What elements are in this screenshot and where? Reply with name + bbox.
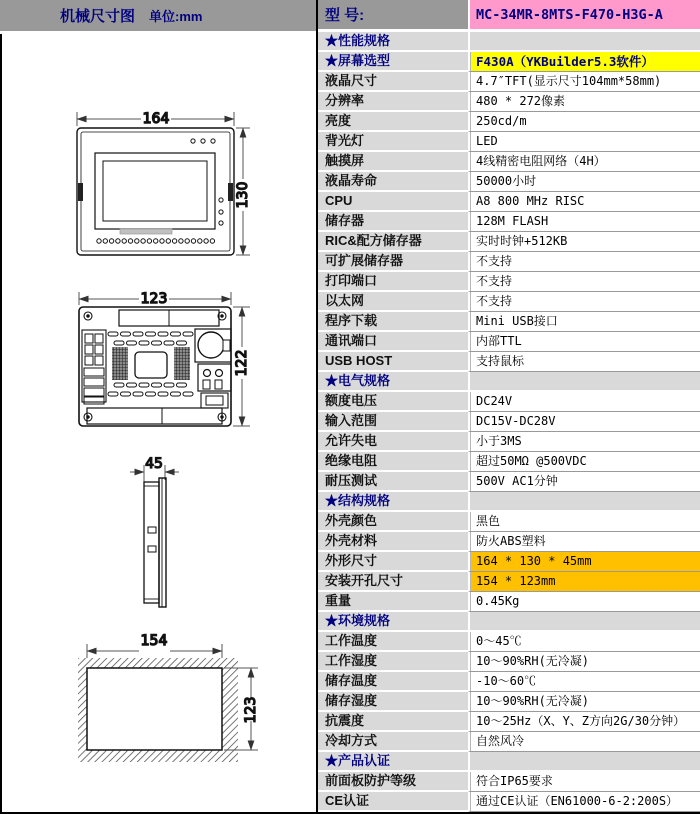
spec-value: DC15V-DC28V	[468, 412, 700, 432]
spec-value: 不支持	[468, 252, 700, 272]
spec-value: 不支持	[468, 272, 700, 292]
spec-value: Mini USB接口	[468, 312, 700, 332]
drawing-pane-title: 机械尺寸图	[60, 8, 136, 25]
spec-row	[318, 172, 700, 192]
spec-value	[468, 372, 700, 392]
spec-value: 支持鼠标	[468, 352, 700, 372]
cutout-height-dim: 123	[243, 696, 259, 724]
spec-label: 背光灯	[318, 132, 468, 152]
spec-value: 10～25Hz（X、Y、Z方向2G/30分钟）	[468, 712, 700, 732]
spec-label: 抗震度	[318, 712, 468, 732]
spec-label: 通讯端口	[318, 332, 468, 352]
spec-label: 分辨率	[318, 92, 468, 112]
spec-label: 可扩展储存器	[318, 252, 468, 272]
spec-row	[318, 612, 700, 632]
spec-value: 250cd/m	[468, 112, 700, 132]
spec-label: 工作温度	[318, 632, 468, 652]
spec-row	[318, 132, 700, 152]
spec-value: 通过CE认证（EN61000-6-2:200S）	[468, 792, 700, 812]
spec-row	[318, 412, 700, 432]
spec-label: 亮度	[318, 112, 468, 132]
spec-row	[318, 592, 700, 612]
spec-value: 10～90%RH(无冷凝)	[468, 652, 700, 672]
spec-label: 液晶寿命	[318, 172, 468, 192]
cutout-width-dim: 154	[140, 633, 168, 649]
spec-label: 以太网	[318, 292, 468, 312]
drawing-pane-header	[0, 0, 316, 34]
spec-value: 4.7″TFT(显示尺寸104mm*58mm)	[468, 72, 700, 92]
spec-row	[318, 332, 700, 352]
spec-label: 输入范围	[318, 412, 468, 432]
spec-value: 0.45Kg	[468, 592, 700, 612]
spec-row	[318, 772, 700, 792]
spec-value: LED	[468, 132, 700, 152]
spec-value: F430A（YKBuilder5.3软件）	[468, 52, 700, 72]
spec-value: DC24V	[468, 392, 700, 412]
spec-row	[318, 252, 700, 272]
spec-value: 10～90%RH(无冷凝)	[468, 692, 700, 712]
spec-label: ★环境规格	[318, 612, 468, 632]
spec-row	[318, 92, 700, 112]
spec-row	[318, 712, 700, 732]
spec-label: 液晶尺寸	[318, 72, 468, 92]
spec-label: CPU	[318, 192, 468, 212]
spec-value: 黑色	[468, 512, 700, 532]
spec-label: ★产品认证	[318, 752, 468, 772]
spec-label: 触摸屏	[318, 152, 468, 172]
spec-value: A8 800 MHz RISC	[468, 192, 700, 212]
front-view-drawing	[77, 111, 251, 255]
mechanical-drawing-pane	[0, 0, 318, 812]
spec-row	[318, 212, 700, 232]
rear-view-drawing	[79, 291, 250, 426]
spec-row	[318, 472, 700, 492]
spec-row	[318, 372, 700, 392]
spec-table	[318, 32, 700, 812]
spec-row	[318, 652, 700, 672]
spec-row	[318, 272, 700, 292]
spec-row	[318, 392, 700, 412]
spec-label: 外壳材料	[318, 532, 468, 552]
spec-label: ★屏幕选型	[318, 52, 468, 72]
spec-label: 工作湿度	[318, 652, 468, 672]
spec-row	[318, 692, 700, 712]
spec-value: 内部TTL	[468, 332, 700, 352]
spec-label: 外形尺寸	[318, 552, 468, 572]
spec-row	[318, 552, 700, 572]
spec-row	[318, 192, 700, 212]
spec-label: 程序下载	[318, 312, 468, 332]
spec-value: 防火ABS塑料	[468, 532, 700, 552]
front-width-dim: 164	[142, 111, 170, 127]
spec-label: 冷却方式	[318, 732, 468, 752]
side-depth-dim: 45	[145, 456, 163, 472]
rear-width-dim: 123	[140, 291, 168, 307]
spec-value: 实时时钟+512KB	[468, 232, 700, 252]
spec-row	[318, 452, 700, 472]
spec-row	[318, 232, 700, 252]
drawing-area	[0, 34, 316, 812]
spec-label: 储存温度	[318, 672, 468, 692]
spec-row	[318, 292, 700, 312]
rear-height-dim: 122	[234, 349, 250, 377]
side-view-drawing	[130, 456, 179, 607]
model-number-value: MC-34MR-8MTS-F470-H3G-A	[468, 0, 700, 29]
spec-label: 重量	[318, 592, 468, 612]
spec-label: 安装开孔尺寸	[318, 572, 468, 592]
spec-row	[318, 112, 700, 132]
spec-row	[318, 312, 700, 332]
spec-value: -10～60℃	[468, 672, 700, 692]
spec-value	[468, 752, 700, 772]
spec-value: 小于3MS	[468, 432, 700, 452]
dimension-drawings-svg	[2, 34, 318, 811]
spec-label: 耐压测试	[318, 472, 468, 492]
spec-label: 储存湿度	[318, 692, 468, 712]
spec-row	[318, 752, 700, 772]
spec-label: 外壳颜色	[318, 512, 468, 532]
spec-value: 128M FLASH	[468, 212, 700, 232]
spec-row	[318, 432, 700, 452]
spec-label: CE认证	[318, 792, 468, 812]
model-number-label: 型 号:	[318, 0, 468, 29]
spec-value: 4线精密电阻网络（4H）	[468, 152, 700, 172]
spec-row	[318, 512, 700, 532]
spec-label: 打印端口	[318, 272, 468, 292]
drawing-unit-label: 单位:mm	[149, 9, 203, 24]
spec-value: 0～45℃	[468, 632, 700, 652]
spec-value	[468, 492, 700, 512]
spec-label: 绝缘电阻	[318, 452, 468, 472]
spec-table-pane	[318, 0, 700, 812]
spec-row	[318, 532, 700, 552]
spec-value: 500V AC1分钟	[468, 472, 700, 492]
spec-label: 前面板防护等级	[318, 772, 468, 792]
spec-label: RIC&配方储存器	[318, 232, 468, 252]
spec-label: 额度电压	[318, 392, 468, 412]
spec-row	[318, 492, 700, 512]
spec-row	[318, 152, 700, 172]
spec-value: 自然风冷	[468, 732, 700, 752]
spec-value: 超过50MΩ @500VDC	[468, 452, 700, 472]
spec-label: ★电气规格	[318, 372, 468, 392]
model-row	[318, 0, 700, 32]
spec-value: 480 * 272像素	[468, 92, 700, 112]
spec-value: 164 * 130 * 45mm	[468, 552, 700, 572]
front-height-dim: 130	[235, 181, 251, 209]
spec-value: 不支持	[468, 292, 700, 312]
spec-row	[318, 632, 700, 652]
spec-row	[318, 732, 700, 752]
spec-label: ★结构规格	[318, 492, 468, 512]
spec-label: ★性能规格	[318, 32, 468, 52]
spec-row	[318, 572, 700, 592]
spec-row	[318, 352, 700, 372]
spec-row	[318, 72, 700, 92]
spec-row	[318, 52, 700, 72]
spec-value: 符合IP65要求	[468, 772, 700, 792]
spec-row	[318, 32, 700, 52]
spec-row	[318, 672, 700, 692]
spec-label: USB HOST	[318, 352, 468, 372]
spec-value	[468, 612, 700, 632]
spec-label: 允许失电	[318, 432, 468, 452]
spec-label: 储存器	[318, 212, 468, 232]
spec-value	[468, 32, 700, 52]
cutout-drawing	[78, 633, 259, 762]
spec-value: 50000小时	[468, 172, 700, 192]
spec-row	[318, 792, 700, 812]
spec-value: 154 * 123mm	[468, 572, 700, 592]
